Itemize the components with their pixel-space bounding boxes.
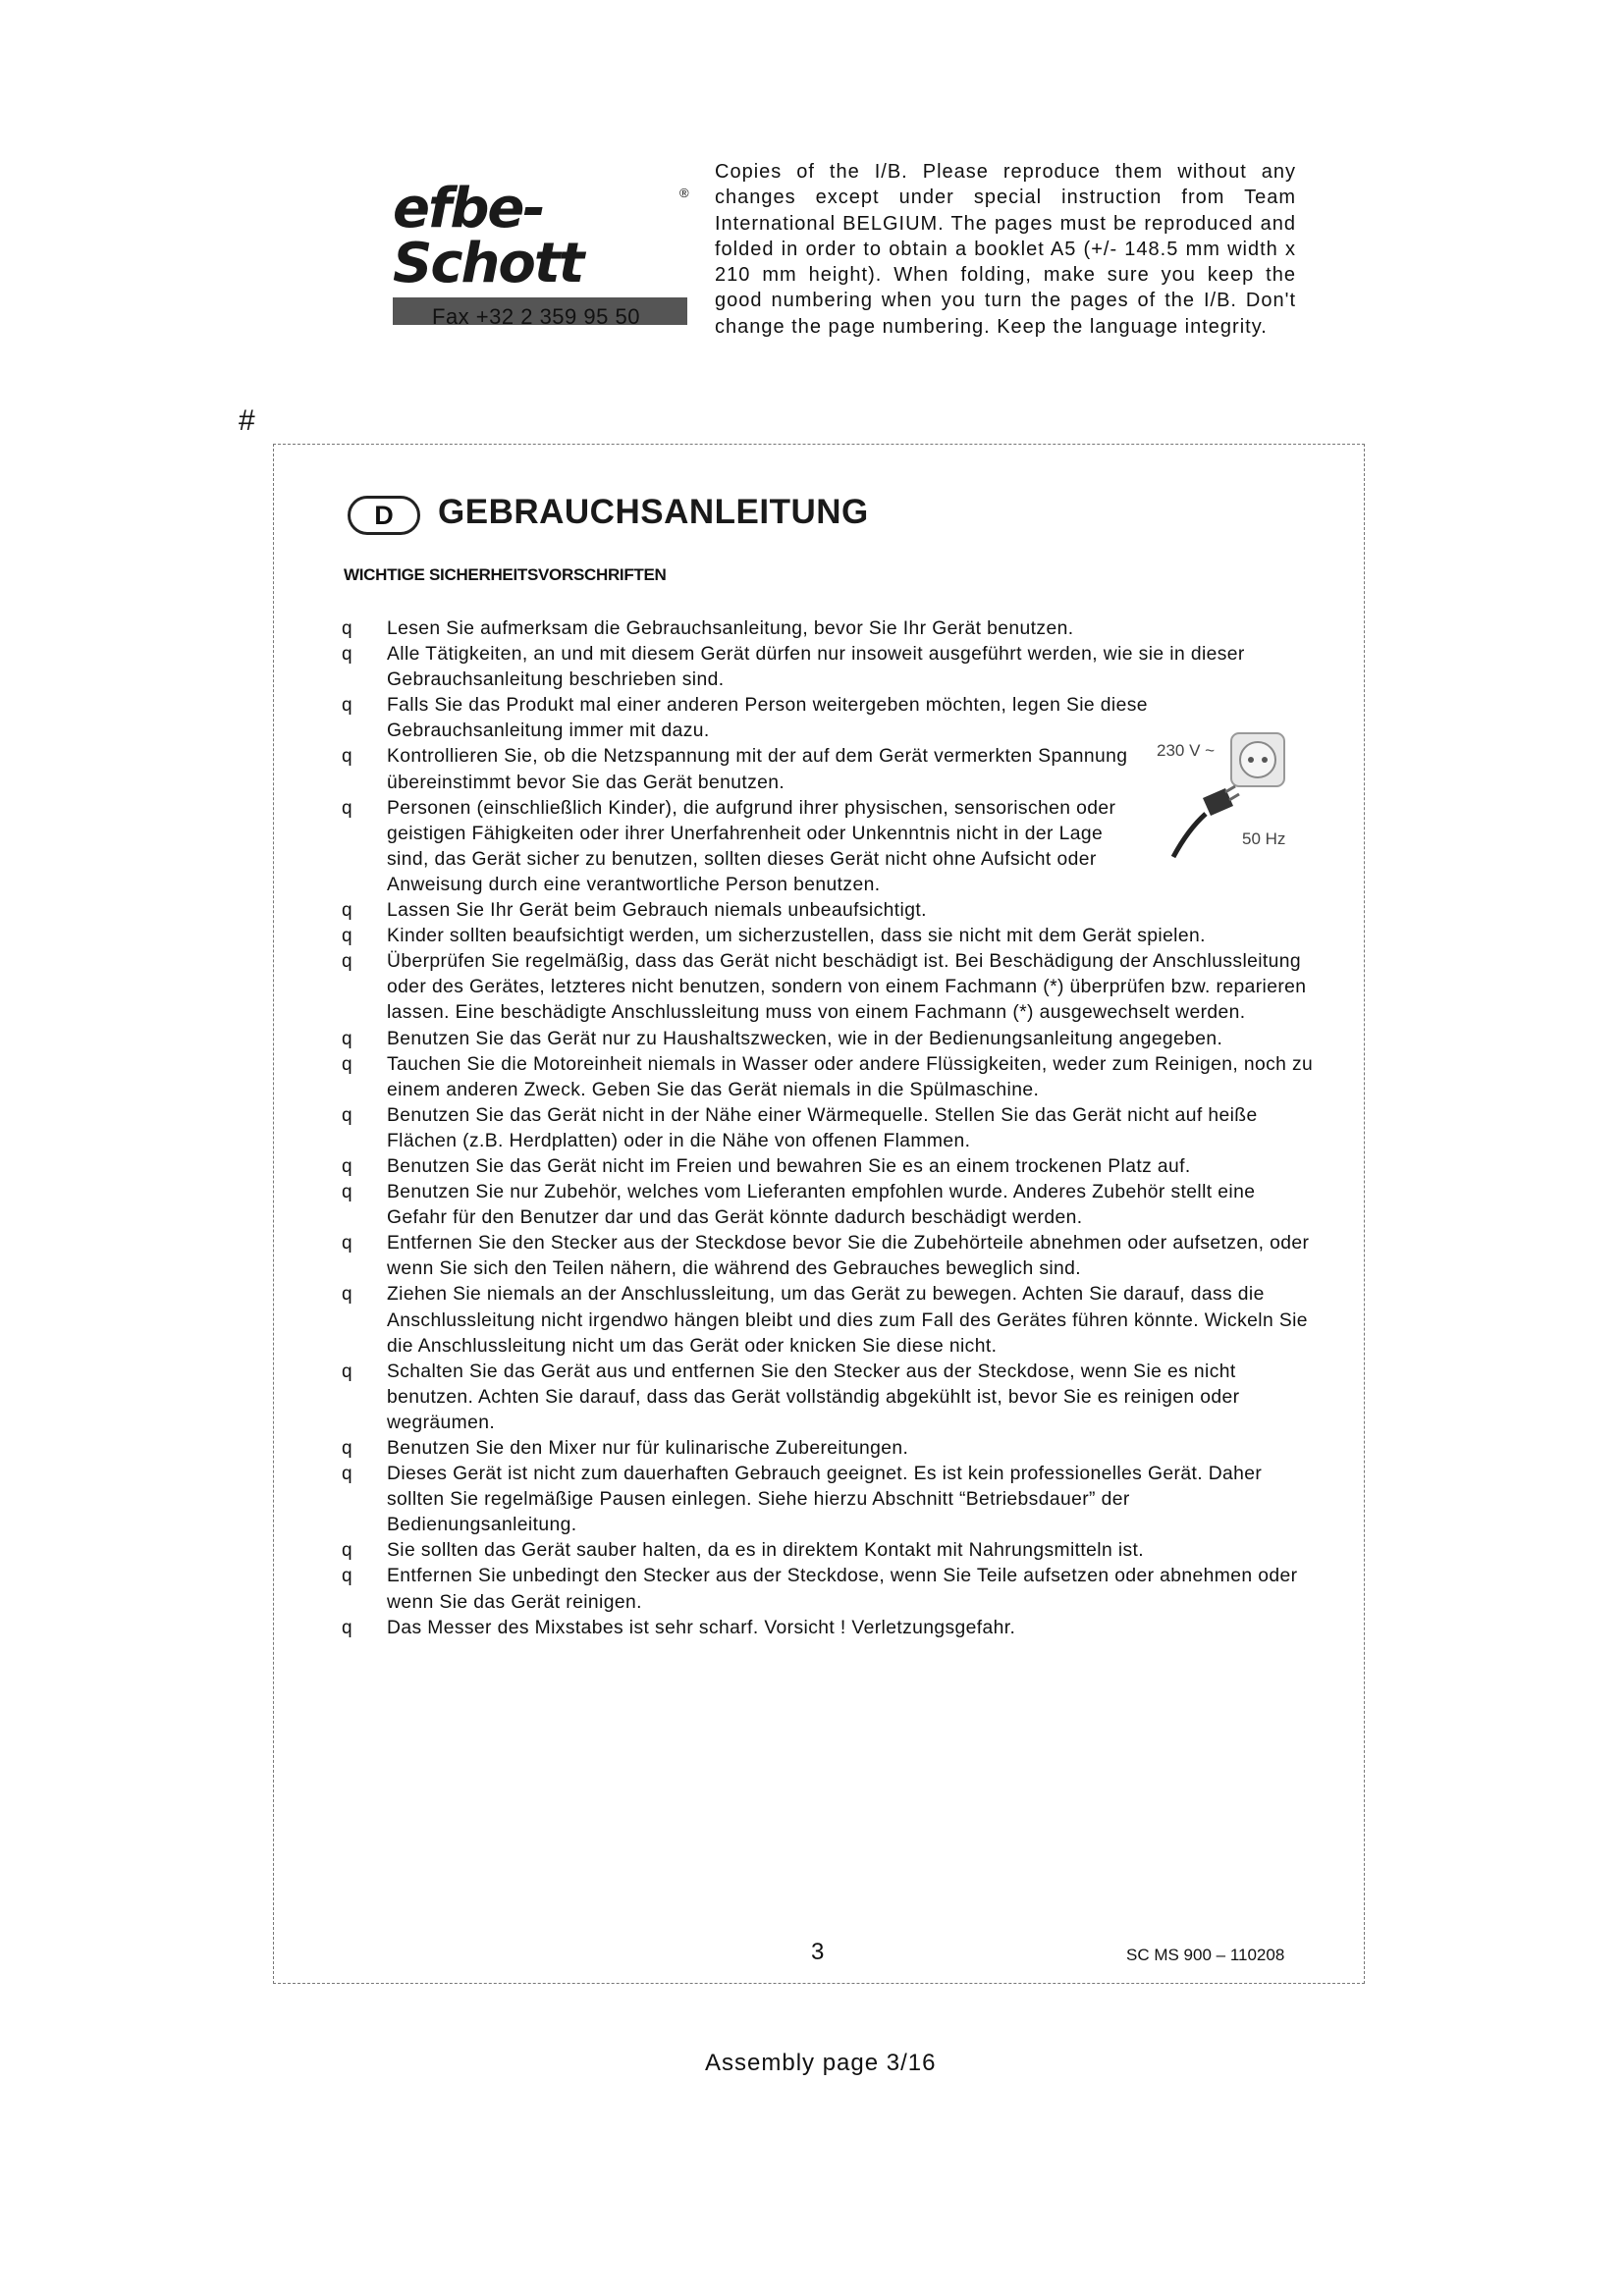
logo-text: efbe-Schott (393, 177, 583, 295)
bullet-marker: q (342, 1182, 352, 1203)
safety-rule-text: Benutzen Sie das Gerät nicht in der Nähe einer Wärmequelle. Stellen Sie das Gerät nicht auf heiße Flächen (z.B. Herdplatten) oder in die Nähe von offenen Flammen. (387, 1104, 1258, 1151)
safety-rule (334, 949, 1316, 1026)
safety-rule-text: Lassen Sie Ihr Gerät beim Gebrauch niemals unbeaufsichtigt. (387, 900, 927, 922)
safety-rule (334, 1360, 1316, 1436)
safety-rule (334, 1027, 1316, 1052)
bullet-marker: q (342, 695, 352, 717)
bullet-marker: q (342, 1233, 352, 1255)
page-marker: # (239, 404, 255, 437)
safety-rule (334, 1103, 1316, 1154)
bullet-marker: q (342, 900, 352, 922)
safety-rule (334, 1052, 1316, 1103)
safety-rule (334, 1180, 1316, 1231)
bullet-marker: q (342, 618, 352, 639)
safety-rule-text: Benutzen Sie den Mixer nur für kulinarische Zubereitungen. (387, 1438, 909, 1459)
safety-rule-text: Kinder sollten beaufsichtigt werden, um sicherzustellen, dass sie nicht mit dem Gerät spielen. (387, 926, 1206, 947)
bullet-marker: q (342, 1464, 352, 1485)
socket-plug-figure (1149, 731, 1306, 879)
safety-rule-text: Das Messer des Mixstabes ist sehr scharf. Vorsicht ! Verletzungsgefahr. (387, 1617, 1016, 1638)
safety-rule (334, 1231, 1316, 1282)
safety-rule (334, 1538, 1316, 1564)
safety-rule-text: Kontrollieren Sie, ob die Netzspannung mit der auf dem Gerät vermerkten Spannung übereinstimmt bevor Sie das Gerät benutzen. (387, 746, 1128, 793)
assembly-page-label: Assembly page 3/16 (705, 2050, 937, 2076)
bullet-marker: q (342, 1284, 352, 1306)
safety-rule-text: Alle Tätigkeiten, an und mit diesem Gerät dürfen nur insoweit ausgeführt werden, wie sie in dieser Gebrauchsanleitung beschrieben sind. (387, 644, 1245, 691)
bullet-marker: q (342, 1438, 352, 1459)
safety-rule-text: Benutzen Sie nur Zubehör, welches vom Lieferanten empfohlen wurde. Anderes Zubehör stellt eine Gefahr für den Benutzer dar und das Gerät könnte dadurch beschädigt werden. (387, 1182, 1256, 1229)
language-badge: D (348, 496, 420, 535)
safety-rule-text: Lesen Sie aufmerksam die Gebrauchsanleitung, bevor Sie Ihr Gerät benutzen. (387, 618, 1074, 639)
bullet-marker: q (342, 746, 352, 768)
bullet-marker: q (342, 1540, 352, 1562)
bullet-marker: q (342, 1028, 352, 1049)
bullet-marker: q (342, 1617, 352, 1638)
safety-rule-text: Ziehen Sie niemals an der Anschlussleitung, um das Gerät zu bewegen. Achten Sie darauf, dass die Anschlussleitung nicht irgendwo hängen bleibt und dies zum Fall des Gerätes führen könnte. Wickeln Sie die Anschlussleitung nicht um das Gerät oder knicken Sie diese nicht. (387, 1284, 1308, 1357)
bullet-marker: q (342, 1361, 352, 1382)
safety-rule-text: Personen (einschließlich Kinder), die aufgrund ihrer physischen, sensorischen oder geistigen Fähigkeiten oder ihrer Unerfahrenheit oder Unkenntnis nicht in der Lage sind, das Gerät sicher zu benutzen, sollten dieses Gerät nicht ohne Aufsicht oder Anweisung durch eine verantwortliche Person benutzen. (387, 797, 1116, 895)
reproduction-instructions: Copies of the I/B. Please reproduce them without any changes except under special instruction from Team International BELGIUM. The pages must be reproduced and folded in order to obtain a booklet A5 (+/- 148.5 mm width x 210 mm height). When folding, make sure you keep the good numbering when you turn the pages of the I/B. Don't change the page numbering. Keep the language integrity. (715, 161, 1296, 338)
safety-rule-text: Tauchen Sie die Motoreinheit niemals in Wasser oder andere Flüssigkeiten, weder zum Reinigen, noch zu einem anderen Zweck. Geben Sie das Gerät niemals in die Spülmaschine. (387, 1053, 1314, 1100)
safety-rule-text: Benutzen Sie das Gerät nicht im Freien und bewahren Sie es an einem trockenen Platz auf. (387, 1155, 1191, 1177)
registered-mark: ® (679, 186, 689, 200)
safety-rule-text: Dieses Gerät ist nicht zum dauerhaften Gebrauch geeignet. Es ist kein professionelles Gerät. Daher sollten Sie regelmäßige Pausen einlegen. Siehe hierzu Abschnitt “Betriebsdauer” der Bedienungsanleitung. (387, 1464, 1263, 1536)
safety-rule (334, 1436, 1316, 1462)
bullet-marker: q (342, 926, 352, 947)
safety-rule-text: Überprüfen Sie regelmäßig, dass das Gerät nicht beschädigt ist. Bei Beschädigung der Anschlussleitung oder des Gerätes, letzteres nicht benutzen, sondern von einem Fachmann (*) überprüfen bzw. reparieren lassen. Eine beschädigte Anschlussleitung muss von einem Fachmann (*) ausgewechselt werden. (387, 951, 1307, 1024)
safety-rule (334, 1616, 1316, 1641)
power-plug-icon (1173, 786, 1239, 857)
frequency-label: 50 Hz (1242, 829, 1286, 848)
bullet-marker: q (342, 797, 352, 819)
section-title: WICHTIGE SICHERHEITSVORSCHRIFTEN (344, 565, 667, 584)
safety-rule-text: Falls Sie das Produkt mal einer anderen Person weitergeben möchten, legen Sie diese Gebrauchsanleitung immer mit dazu. (387, 695, 1148, 742)
safety-rule (334, 1462, 1316, 1538)
bullet-marker: q (342, 1104, 352, 1126)
safety-rule-text: Benutzen Sie das Gerät nur zu Haushaltszwecken, wie in der Bedienungsanleitung angegeben. (387, 1028, 1223, 1049)
safety-rule-text: Sie sollten das Gerät sauber halten, da es in direktem Kontakt mit Nahrungsmitteln ist. (387, 1540, 1145, 1562)
safety-rule-text: Schalten Sie das Gerät aus und entfernen Sie den Stecker aus der Steckdose, wenn Sie es nicht benutzen. Achten Sie darauf, dass das Gerät vollständig abgekühlt ist, bevor Sie es reinigen oder wegräumen. (387, 1361, 1240, 1433)
safety-rule (334, 898, 1316, 924)
safety-rule (334, 1282, 1316, 1359)
safety-rule (334, 616, 1316, 642)
safety-rule (334, 1564, 1316, 1615)
bullet-marker: q (342, 1566, 352, 1587)
bullet-marker: q (342, 951, 352, 973)
safety-rule (334, 924, 1316, 949)
bullet-marker: q (342, 644, 352, 666)
fax-number: Fax +32 2 359 95 50 (432, 304, 640, 329)
safety-rule-text: Entfernen Sie unbedingt den Stecker aus der Steckdose, wenn Sie Teile aufsetzen oder abnehmen oder wenn Sie das Gerät reinigen. (387, 1566, 1298, 1613)
safety-rule (334, 642, 1316, 693)
page-number: 3 (811, 1939, 825, 1965)
document-code: SC MS 900 – 110208 (1126, 1946, 1285, 1964)
bullet-marker: q (342, 1053, 352, 1075)
voltage-label: 230 V ~ (1157, 741, 1216, 760)
safety-rule (334, 1154, 1316, 1180)
bullet-marker: q (342, 1155, 352, 1177)
manual-title: GEBRAUCHSANLEITUNG (438, 493, 869, 531)
safety-rule-text: Entfernen Sie den Stecker aus der Steckdose bevor Sie die Zubehörteile abnehmen oder aufsetzen, oder wenn Sie sich den Teilen nähern, die während des Gebrauches beweglich sind. (387, 1233, 1310, 1280)
